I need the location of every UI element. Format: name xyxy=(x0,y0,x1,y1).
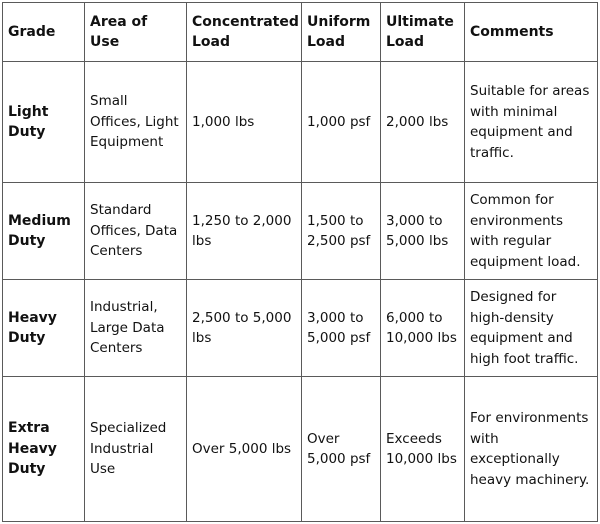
ultimate-load-cell: Exceeds 10,000 lbs xyxy=(381,377,465,522)
table-row xyxy=(3,62,598,183)
header-area-of-use: Area of Use xyxy=(85,3,187,62)
header-row xyxy=(3,3,598,62)
comments-cell: For environments with exceptionally heavy machinery. xyxy=(465,377,598,522)
header-ultimate-load: Ultimate Load xyxy=(381,3,465,62)
header-grade: Grade xyxy=(3,3,85,62)
uniform-load-cell: 1,500 to 2,500 psf xyxy=(302,183,381,280)
comments-cell: Common for environments with regular equipment load. xyxy=(465,183,598,280)
concentrated-load-cell: Over 5,000 lbs xyxy=(187,377,302,522)
floor-load-table xyxy=(2,2,598,522)
grade-cell: Medium Duty xyxy=(3,183,85,280)
concentrated-load-cell: 1,250 to 2,000 lbs xyxy=(187,183,302,280)
table-row xyxy=(3,377,598,522)
table-row xyxy=(3,280,598,377)
comments-cell: Suitable for areas with minimal equipment and traffic. xyxy=(465,62,598,183)
area-cell: Industrial, Large Data Centers xyxy=(85,280,187,377)
uniform-load-cell: 1,000 psf xyxy=(302,62,381,183)
area-cell: Small Offices, Light Equipment xyxy=(85,62,187,183)
area-cell: Specialized Industrial Use xyxy=(85,377,187,522)
comments-cell: Designed for high-density equipment and high foot traffic. xyxy=(465,280,598,377)
ultimate-load-cell: 3,000 to 5,000 lbs xyxy=(381,183,465,280)
ultimate-load-cell: 2,000 lbs xyxy=(381,62,465,183)
uniform-load-cell: 3,000 to 5,000 psf xyxy=(302,280,381,377)
header-comments: Comments xyxy=(465,3,598,62)
header-uniform-load: Uniform Load xyxy=(302,3,381,62)
concentrated-load-cell: 2,500 to 5,000 lbs xyxy=(187,280,302,377)
grade-cell: Extra Heavy Duty xyxy=(3,377,85,522)
grade-cell: Light Duty xyxy=(3,62,85,183)
header-concentrated-load: Concentrated Load xyxy=(187,3,302,62)
uniform-load-cell: Over 5,000 psf xyxy=(302,377,381,522)
grade-cell: Heavy Duty xyxy=(3,280,85,377)
area-cell: Standard Offices, Data Centers xyxy=(85,183,187,280)
table-row xyxy=(3,183,598,280)
concentrated-load-cell: 1,000 lbs xyxy=(187,62,302,183)
ultimate-load-cell: 6,000 to 10,000 lbs xyxy=(381,280,465,377)
